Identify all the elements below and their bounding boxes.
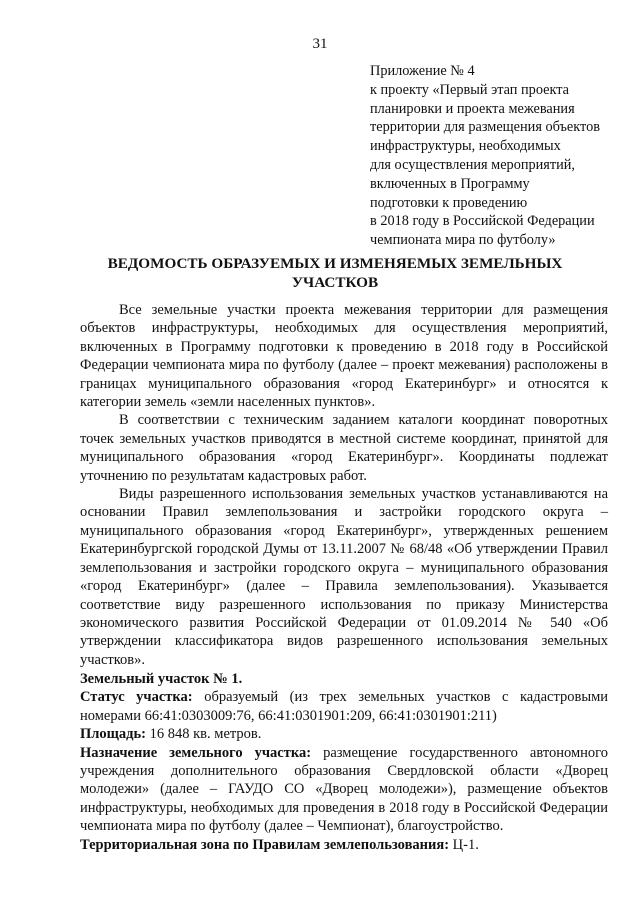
paragraph: Виды разрешенного использования земельных участков устанавливаются на основании Правил землепользования и застройки городского округа – муниципального образования «город Екатеринбург», утвержденных решением Екатеринбургской городской Думы от 13.11.2007 № 68/48 «Об утверждении Правил землепользования и застройки городского округа – муниципального образования «город Екатеринбург» (далее – Правила землепользования). Указывается соответствие виду разрешенного использования по приказу Министерства экономического развития Российской Федерации от 01.09.2014 № 540 «Об утверждении классификатора видов разрешенного использования земельных участков».	[80, 486, 608, 668]
body-text	[80, 301, 608, 669]
zone-value: Ц-1.	[452, 836, 479, 853]
paragraph: В соответствии с техническим заданием каталоги координат поворотных точек земельных участков приводятся в местной системе координат, принятой для муниципального образования «город Екатеринбург». Координаты подлежат уточнению по результатам кадастровых работ.	[80, 412, 608, 484]
purpose-label: Назначение земельного участка:	[80, 744, 312, 761]
purpose-value: размещение государственного автономного учреждения дополнительного образования Свердловской области «Дворец молодежи» (далее – ГАУДО СО «Дворец молодежи»), размещение объектов инфраструктуры, необходимых для проведения в 2018 году в Российской Федерации чемпионата мира по футболу (далее – Чемпионат), благоустройство.	[80, 744, 608, 835]
page-number: 31	[312, 36, 328, 52]
appendix-block	[370, 62, 632, 250]
paragraph: Все земельные участки проекта межевания территории для размещения объектов инфраструктуры, необходимых для осуществления мероприятий, включенных в Программу подготовки к проведению в 2018 году в Российской Федерации чемпионата мира по футболу (далее – проект межевания) расположены в границах муниципального образования «город Екатеринбург» и относятся к категории земель «земли населенных пунктов».	[80, 302, 608, 411]
appendix-line: включенных в Программу	[370, 175, 530, 192]
appendix-line: к проекту «Первый этап проекта	[370, 81, 570, 98]
appendix-line: подготовки к проведению	[370, 194, 528, 211]
appendix-line: в 2018 году в Российской Федерации	[370, 213, 595, 230]
appendix-line: для осуществления мероприятий,	[370, 156, 576, 173]
appendix-line: инфраструктуры, необходимых	[370, 138, 561, 155]
zone-label: Территориальная зона по Правилам землепользования:	[80, 836, 450, 853]
area-label: Площадь:	[80, 726, 146, 743]
status-label: Статус участка:	[80, 689, 193, 706]
parcel-section	[80, 670, 608, 854]
appendix-line: чемпионата мира по футболу»	[370, 232, 556, 249]
parcel-heading: Земельный участок № 1.	[80, 671, 243, 687]
document-title: ВЕДОМОСТЬ ОБРАЗУЕМЫХ И ИЗМЕНЯЕМЫХ ЗЕМЕЛЬНЫХ УЧАСТКОВ	[107, 255, 563, 291]
appendix-line: планировки и проекта межевания	[370, 100, 575, 117]
status-value: образуемый (из трех земельных участков с кадастровыми номерами 66:41:0303009:76, 66:41:0301901:209, 66:41:0301901:211)	[80, 689, 609, 724]
appendix-line: Приложение № 4	[370, 63, 475, 79]
appendix-line: территории для размещения объектов	[370, 119, 600, 136]
area-value: 16 848 кв. метров.	[149, 726, 262, 743]
